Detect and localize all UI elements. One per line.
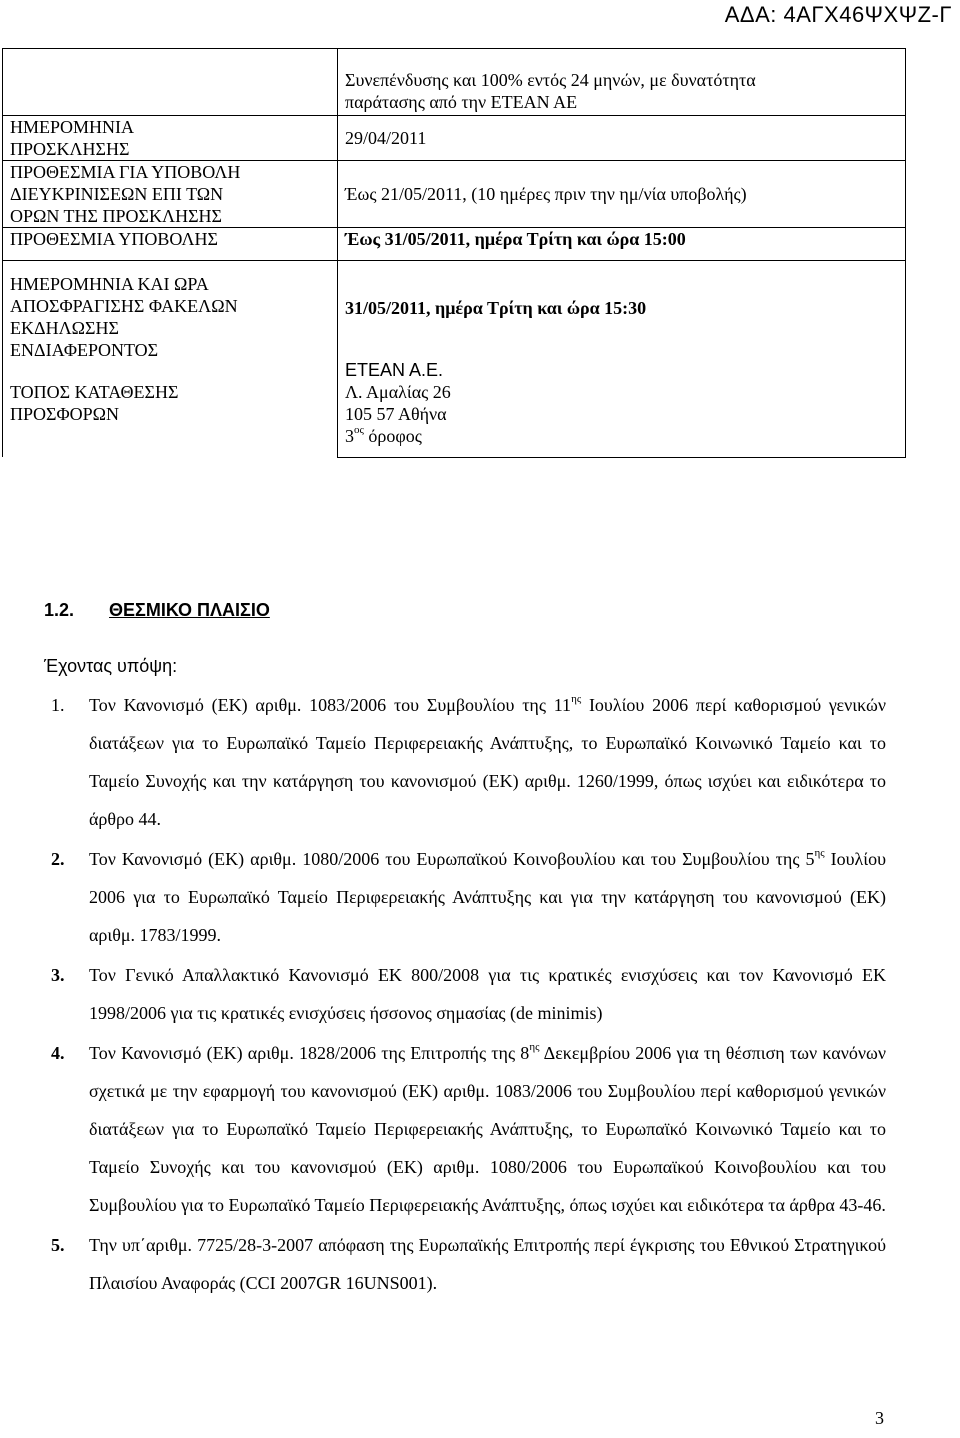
- regulation-list: [44, 686, 886, 1304]
- list-item: [44, 1034, 886, 1224]
- item-number: 4.: [51, 1043, 65, 1063]
- list-item: [44, 840, 886, 954]
- section-heading: [44, 600, 270, 621]
- label-line: ΠΡΟΘΕΣΜΙΑ ΓΙΑ ΥΠΟΒΟΛΗ: [10, 162, 241, 182]
- clarification-deadline: Έως 21/05/2011, (10 ημέρες πριν την ημ/νία υποβολής): [345, 184, 747, 204]
- item-sup: ης: [529, 1041, 540, 1053]
- ada-code: ΑΔΑ: 4ΑΓΧ46ΨΧΨΖ-Γ: [724, 2, 952, 27]
- table-label: [3, 261, 338, 458]
- funding-text-2: παράτασης από την ΕΤΕΑΝ ΑΕ: [345, 92, 578, 112]
- address-line: [345, 425, 898, 447]
- item-number: 2.: [51, 849, 65, 869]
- address-line: ΕΤΕΑΝ Α.Ε.: [345, 360, 444, 380]
- item-text: Ιουλίου 2006 για το Ευρωπαϊκό Ταμείο Περιφερειακής Ανάπτυξης και για την κατάργηση του κανονισμού (ΕΚ) αριθμ. 1783/1999.: [89, 849, 887, 945]
- label-line: ΕΚΔΗΛΩΣΗΣ: [10, 318, 119, 338]
- table-value: [338, 261, 906, 458]
- floor-word: όροφος: [368, 426, 422, 446]
- table-cell-empty: [3, 49, 338, 116]
- floor-number: 3: [345, 426, 354, 446]
- table-label: [3, 116, 338, 161]
- page-number: 3: [875, 1408, 884, 1428]
- table-row: [3, 49, 906, 116]
- item-number: 1.: [51, 695, 65, 715]
- label-line: ΔΙΕΥΚΡΙΝΙΣΕΩΝ ΕΠΙ ΤΩΝ: [10, 184, 224, 204]
- label-line: ΠΡΟΘΕΣΜΙΑ ΥΠΟΒΟΛΗΣ: [10, 229, 218, 249]
- invitation-date: 29/04/2011: [345, 128, 427, 148]
- label-line: ΟΡΩΝ ΤΗΣ ΠΡΟΣΚΛΗΣΗΣ: [10, 206, 223, 226]
- item-text: Ιουλίου 2006 περί καθορισμού γενικών διατάξεων για το Ευρωπαϊκό Ταμείο Περιφερειακής Ανάπτυξης, το Ευρωπαϊκό Κοινωνικό Ταμείο και το Ταμείο Συνοχής και την κατάργηση του κανονισμού (ΕΚ) αριθμ. 1260/1999, όπως ισχύει και ειδικότερα το άρθρο 44.: [89, 695, 886, 829]
- label-line: ΠΡΟΣΦΟΡΩΝ: [10, 404, 120, 424]
- item-sup: ης: [814, 847, 825, 859]
- list-item: [44, 686, 886, 838]
- submission-deadline: Έως 31/05/2011, ημέρα Τρίτη και ώρα 15:00: [345, 229, 686, 249]
- label-line: ΠΡΟΣΚΛΗΣΗΣ: [10, 139, 130, 159]
- label-line: ΕΝΔΙΑΦΕΡΟΝΤΟΣ: [10, 340, 159, 360]
- funding-text-1: Συνεπένδυσης και 100% εντός 24 μηνών, με δυνατότητα: [345, 70, 756, 90]
- item-text: Την υπ΄αριθμ. 7725/28-3-2007 απόφαση της Ευρωπαϊκής Επιτροπής περί έγκρισης του Εθνικού Στρατηγικού Πλαισίου Αναφοράς (CCI 2007GR 16UNS001).: [89, 1235, 886, 1293]
- label-line: ΤΟΠΟΣ ΚΑΤΑΘΕΣΗΣ: [10, 382, 179, 402]
- item-number: 5.: [51, 1235, 65, 1255]
- label-line: ΑΠΟΣΦΡΑΓΙΣΗΣ ΦΑΚΕΛΩΝ: [10, 296, 238, 316]
- section-title: ΘΕΣΜΙΚΟ ΠΛΑΙΣΙΟ: [109, 600, 270, 620]
- table-value: [338, 228, 906, 261]
- list-item: [44, 1226, 886, 1302]
- table-row: [3, 261, 906, 458]
- item-text: Τον Κανονισμό (ΕΚ) αριθμ. 1828/2006 της Επιτροπής της 8: [89, 1043, 530, 1063]
- item-sup: ης: [571, 693, 582, 705]
- opening-date: 31/05/2011, ημέρα Τρίτη και ώρα 15:30: [345, 298, 647, 318]
- item-number: 3.: [51, 965, 65, 985]
- table-label: [3, 161, 338, 228]
- intro-text: Έχοντας υπόψη:: [44, 656, 178, 676]
- table-value: [338, 161, 906, 228]
- table-row: [3, 116, 906, 161]
- item-text: Τον Κανονισμό (ΕΚ) αριθμ. 1080/2006 του Ευρωπαϊκού Κοινοβουλίου και του Συμβουλίου της 5: [89, 849, 815, 869]
- label-line: ΗΜΕΡΟΜΗΝΙΑ ΚΑΙ ΩΡΑ: [10, 274, 209, 294]
- item-text: Τον Γενικό Απαλλακτικό Κανονισμό ΕΚ 800/2008 για τις κρατικές ενισχύσεις και τον Κανονισμό ΕΚ 1998/2006 για τις κρατικές ενισχύσεις ήσσονος σημασίας (de minimis): [89, 965, 886, 1023]
- table-row: [3, 228, 906, 261]
- address-line: 105 57 Αθήνα: [345, 404, 447, 424]
- floor-suffix: ος: [354, 424, 364, 436]
- table-cell: [338, 49, 906, 116]
- table-label: [3, 228, 338, 261]
- label-line: ΗΜΕΡΟΜΗΝΙΑ: [10, 117, 135, 137]
- info-table: [2, 48, 906, 458]
- list-item: [44, 956, 886, 1032]
- item-text: Τον Κανονισμό (ΕΚ) αριθμ. 1083/2006 του Συμβουλίου της 11: [89, 695, 572, 715]
- address-line: Λ. Αμαλίας 26: [345, 382, 451, 402]
- item-text: Δεκεμβρίου 2006 για τη θέσπιση των κανόνων σχετικά με την εφαρμογή του κανονισμού (ΕΚ) αριθμ. 1083/2006 του Συμβουλίου περί καθορισμού γενικών διατάξεων για το Ευρωπαϊκό Ταμείο Περιφερειακής Ανάπτυξης, το Ευρωπαϊκό Κοινωνικό Ταμείο και το Ταμείο Συνοχής και του κανονισμού (ΕΚ) αριθμ. 1080/2006 του Ευρωπαϊκού Κοινοβουλίου και του Συμβουλίου για το Ευρωπαϊκό Ταμείο Περιφερειακής Ανάπτυξης, όπως ισχύει και ειδικότερα τα άρθρα 43-46.: [89, 1043, 886, 1215]
- table-value: [338, 116, 906, 161]
- table-row: [3, 161, 906, 228]
- section-number: 1.2.: [44, 600, 75, 620]
